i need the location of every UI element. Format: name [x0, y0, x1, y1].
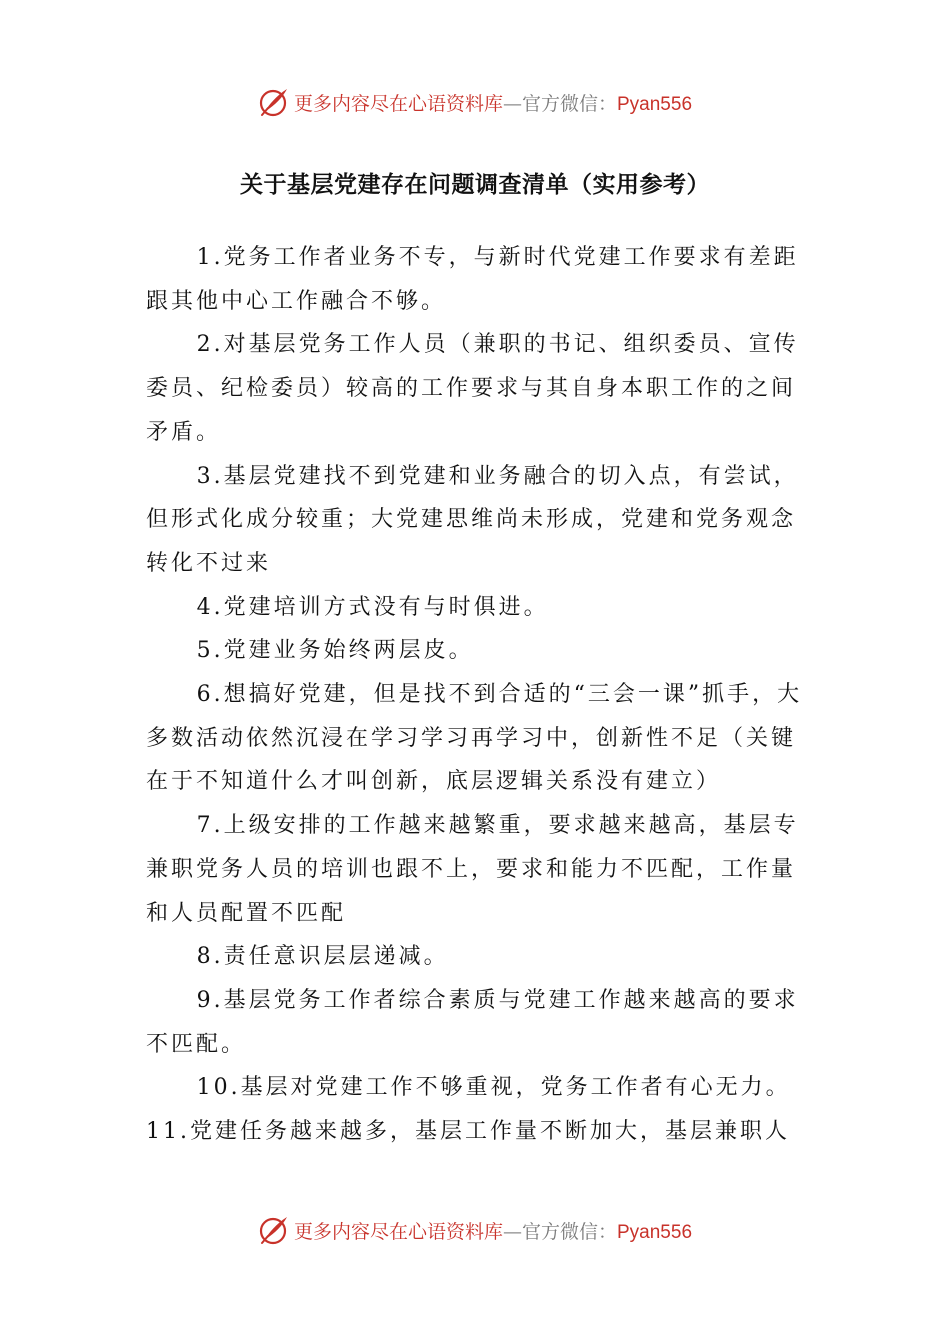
footer-banner-handle: Pyan556 — [617, 1221, 693, 1243]
list-item: 4.党建培训方式没有与时俱进。 — [196, 594, 549, 620]
footer-banner-text — [294, 1217, 692, 1244]
list-item: 8.责任意识层层递减。 — [196, 944, 449, 970]
quill-pen-logo-icon — [258, 86, 290, 118]
list-item: 5.党建业务始终两层皮。 — [196, 638, 474, 664]
header-banner-dash: — — [502, 92, 522, 115]
header-banner — [0, 80, 950, 124]
list-item: 2.对基层党务工作人员（兼职的书记、组织委员、宣传委员、纪检委员）较高的工作要求与其自身本职工作的之间矛盾。 — [146, 332, 799, 445]
list-item: 1.党务工作者业务不专，与新时代党建工作要求有差距跟其他中心工作融合不够。 — [146, 245, 799, 314]
document-body — [146, 236, 810, 1154]
footer-banner-site: 更多内容尽在心语资料库 — [293, 1220, 503, 1243]
list-item: 10.基层对党建工作不够重视，党务工作者有心无力。 — [196, 1075, 791, 1101]
document-title: 关于基层党建存在问题调查清单（实用参考） — [240, 172, 710, 198]
list-item: 7.上级安排的工作越来越繁重，要求越来越高，基层专兼职党务人员的培训也跟不上，要求和能力不匹配，工作量和人员配置不匹配 — [146, 813, 799, 926]
header-banner-text — [294, 89, 692, 116]
header-banner-site: 更多内容尽在心语资料库 — [293, 92, 503, 115]
quill-pen-logo-icon — [258, 1214, 290, 1246]
footer-banner-dash: — — [502, 1220, 522, 1243]
header-banner-handle: Pyan556 — [617, 93, 693, 115]
list-item: 3.基层党建找不到党建和业务融合的切入点，有尝试，但形式化成分较重；大党建思维尚未形成，党建和党务观念转化不过来 — [146, 463, 799, 576]
footer-banner — [0, 1208, 950, 1252]
footer-banner-label: 官方微信： — [521, 1220, 617, 1243]
header-banner-label: 官方微信： — [521, 92, 617, 115]
list-item: 6.想搞好党建，但是找不到合适的“三会一课”抓手，大多数活动依然沉浸在学习学习再学习中，创新性不足（关键在于不知道什么才叫创新，底层逻辑关系没有建立） — [146, 682, 803, 795]
list-item: 9.基层党务工作者综合素质与党建工作越来越高的要求不匹配。 — [146, 987, 799, 1057]
list-item: 11.党建任务越来越多，基层工作量不断加大，基层兼职人 — [146, 1119, 790, 1145]
